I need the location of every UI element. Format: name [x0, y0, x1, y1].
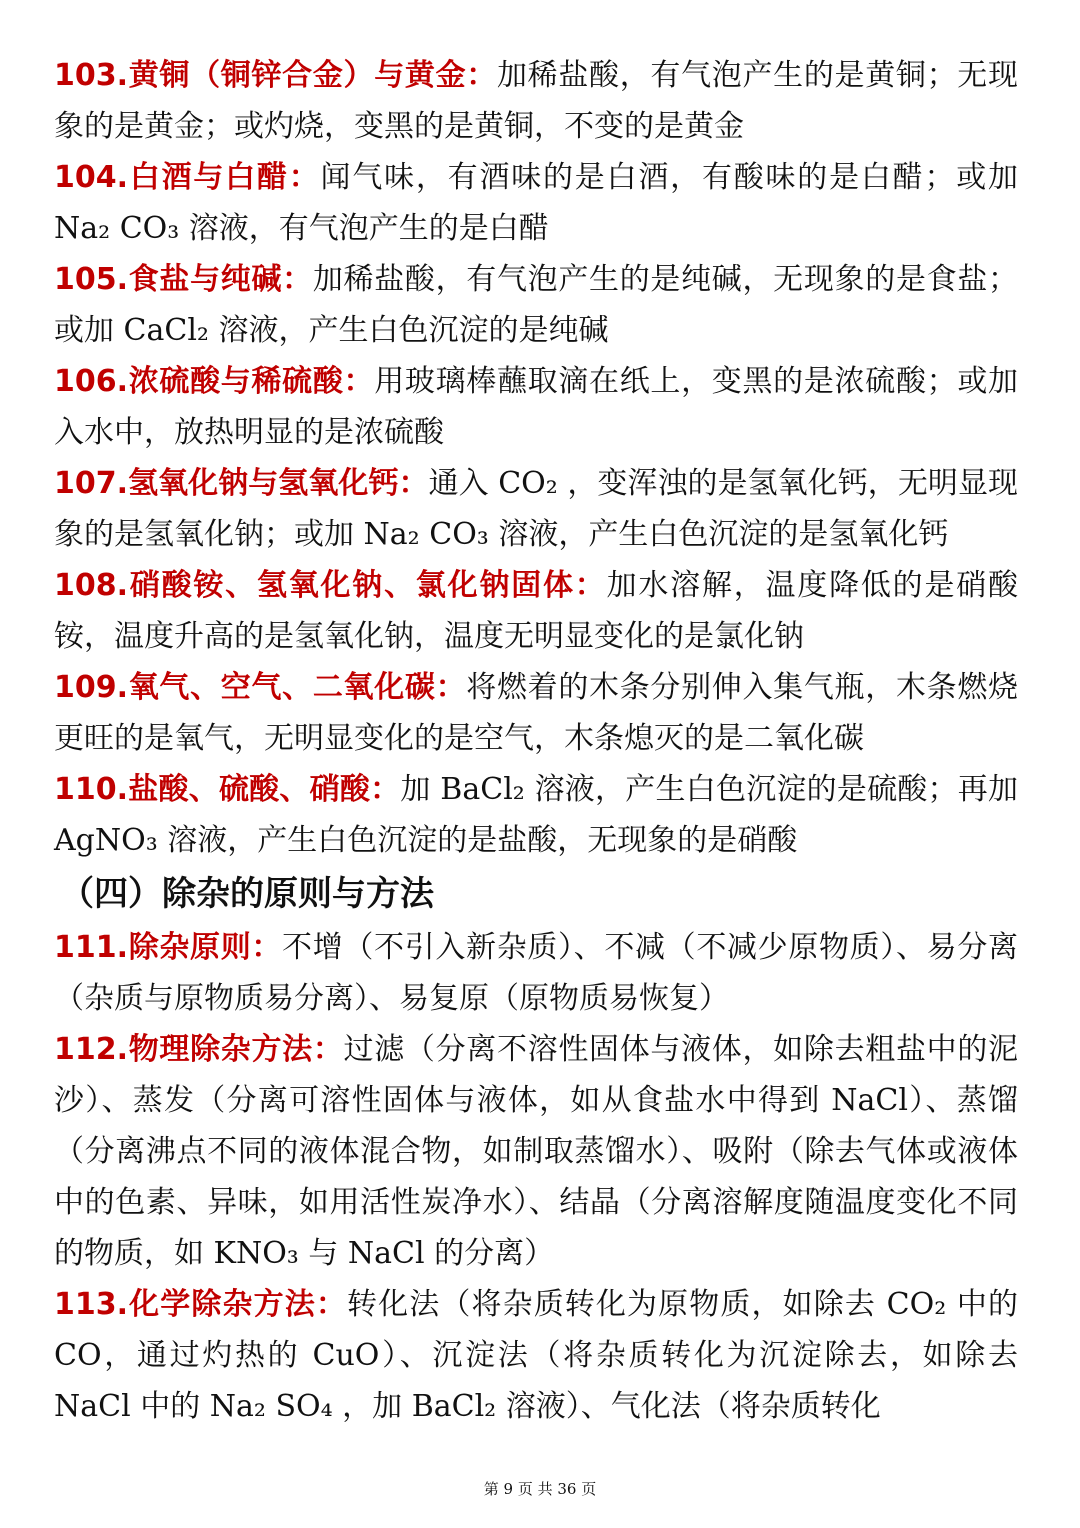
item-number: 112.: [54, 1032, 129, 1067]
list-item: [54, 1024, 1018, 1279]
item-keyword: 氧气、空气、二氧化碳：: [128, 670, 467, 705]
item-text: 将燃着的木条分别伸入集气瓶，木条燃烧更旺的是氧气，无明显变化的是空气，木条熄灭的是二氧化碳: [54, 670, 1019, 756]
item-number: 110.: [54, 772, 129, 807]
item-number: 111.: [54, 930, 129, 965]
item-number: 106.: [54, 364, 129, 399]
item-number: 105.: [54, 262, 129, 297]
list-item: [54, 922, 1018, 1024]
list-item: [54, 764, 1018, 866]
item-text: 加水溶解，温度降低的是硝酸铵，温度升高的是氢氧化钠，温度无明显变化的是氯化钠: [54, 568, 1019, 654]
page-footer: 第 9 页 共 36 页: [483, 1480, 597, 1498]
item-text: 不增（不引入新杂质）、不减（不减少原物质）、易分离（杂质与原物质易分离）、易复原（原物质易恢复）: [54, 930, 1019, 1016]
item-keyword: 硝酸铵、氢氧化钠、氯化钠固体：: [128, 568, 607, 603]
item-text: 加稀盐酸，有气泡产生的是纯碱，无现象的是食盐；或加 CaCl₂ 溶液，产生白色沉淀的是纯碱: [54, 262, 1019, 348]
identification-list: [54, 50, 1018, 866]
item-number: 109.: [54, 670, 129, 705]
list-item: [54, 50, 1018, 152]
item-number: 104.: [54, 160, 129, 195]
list-item: [54, 662, 1018, 764]
item-text: 过滤（分离不溶性固体与液体，如除去粗盐中的泥沙）、蒸发（分离可溶性固体与液体，如从食盐水中得到 NaCl）、蒸馏（分离沸点不同的液体混合物，如制取蒸馏水）、吸附（除去气体或液体中的色素、异味，如用活性炭净水）、结晶（分离溶解度随温度变化不同的物质，如 KNO₃ 与 NaCl 的分离）: [54, 1032, 1019, 1271]
list-item: [54, 560, 1018, 662]
item-keyword: 浓硫酸与稀硫酸：: [128, 364, 375, 399]
item-text: 加 BaCl₂ 溶液，产生白色沉淀的是硫酸；再加 AgNO₃ 溶液，产生白色沉淀的是盐酸，无现象的是硝酸: [54, 772, 1018, 858]
item-keyword: 物理除杂方法：: [128, 1032, 344, 1067]
item-text: 转化法（将杂质转化为原物质，如除去 CO₂ 中的 CO，通过灼热的 CuO）、沉淀法（将杂质转化为沉淀除去，如除去 NaCl 中的 Na₂ SO₄ ，加 BaCl₂ 溶液）、气化法（将杂质转化: [54, 1287, 1018, 1424]
item-number: 107.: [54, 466, 129, 501]
item-keyword: 黄铜（铜锌合金）与黄金：: [128, 58, 497, 93]
list-item: [54, 254, 1018, 356]
list-item: [54, 356, 1018, 458]
item-keyword: 氢氧化钠与氢氧化钙：: [128, 466, 429, 501]
list-item: [54, 458, 1018, 560]
item-number: 108.: [54, 568, 129, 603]
purification-list: [54, 922, 1018, 1432]
item-keyword: 化学除杂方法：: [128, 1287, 347, 1322]
item-keyword: 白酒与白醋：: [128, 160, 321, 195]
item-number: 103.: [54, 58, 129, 93]
item-text: 闻气味，有酒味的是白酒，有酸味的是白醋；或加 Na₂ CO₃ 溶液，有气泡产生的是白醋: [54, 160, 1019, 246]
item-keyword: 盐酸、硫酸、硝酸：: [128, 772, 401, 807]
item-text: 用玻璃棒蘸取滴在纸上，变黑的是浓硫酸；或加入水中，放热明显的是浓硫酸: [54, 364, 1019, 450]
item-keyword: 除杂原则：: [128, 930, 283, 965]
item-text: 加稀盐酸，有气泡产生的是黄铜；无现象的是黄金；或灼烧，变黑的是黄铜，不变的是黄金: [54, 58, 1019, 144]
list-item: [54, 1279, 1018, 1432]
item-keyword: 食盐与纯碱：: [128, 262, 313, 297]
item-text: 通入 CO₂ ，变浑浊的是氢氧化钙，无明显现象的是氢氧化钠；或加 Na₂ CO₃ 溶液，产生白色沉淀的是氢氧化钙: [54, 466, 1018, 552]
list-item: [54, 152, 1018, 254]
item-number: 113.: [54, 1287, 129, 1322]
section-title: （四）除杂的原则与方法: [60, 874, 434, 914]
